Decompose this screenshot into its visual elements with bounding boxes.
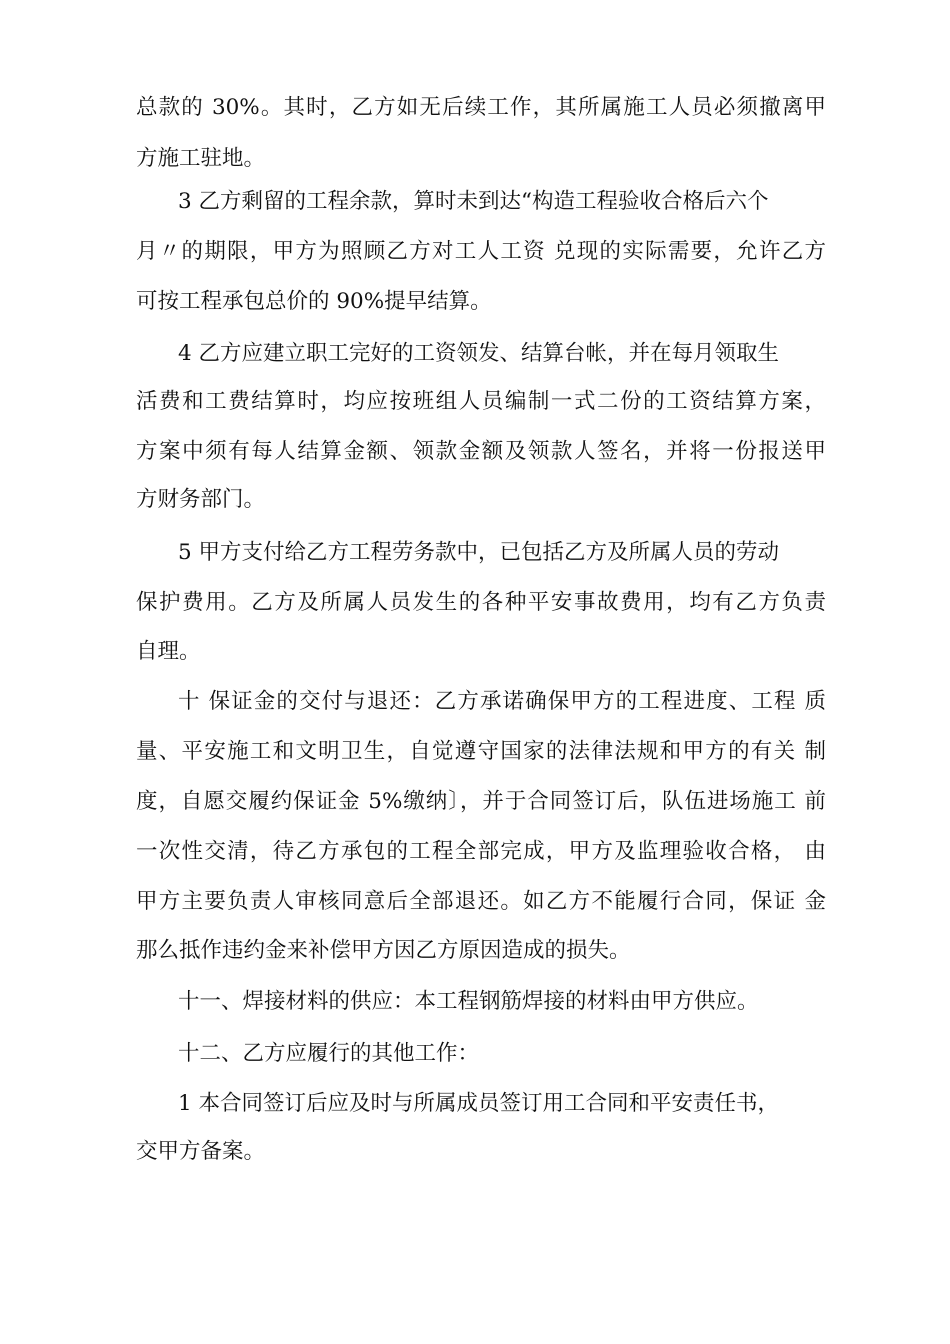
text-line-21: 1 本合同签订后应及时与所属成员签订用工合同和平安责任书， [178, 1091, 780, 1116]
text-line-9: 方财务部门。 [136, 487, 266, 512]
text-line-5: 可按工程承包总价的 90%提早结算。 [136, 289, 492, 314]
text-line-7: 活费和工费结算时，均应按班组人员编制一式二份的工资结算方案， [136, 389, 826, 414]
text-line-18: 那么抵作违约金来补偿甲方因乙方原因造成的损失。 [136, 938, 631, 963]
text-line-13: 十 保证金的交付与退还：乙方承诺确保甲方的工程进度、工程 质 [178, 689, 826, 714]
text-line-17: 甲方主要负责人审核同意后全部退还。如乙方不能履行合同，保证 金 [136, 889, 826, 914]
text-line-8: 方案中须有每人结算金额、领款金额及领款人签名，并将一份报送甲 [136, 439, 826, 464]
text-line-6: 4 乙方应建立职工完好的工资领发、结算台帐，并在每月领取生 [178, 341, 780, 366]
text-line-12: 自理。 [136, 639, 201, 664]
text-line-2: 方施工驻地。 [136, 146, 266, 171]
text-line-16: 一次性交清，待乙方承包的工程全部完成，甲方及监理验收合格， 由 [136, 839, 826, 864]
text-line-20: 十二、乙方应履行的其他工作： [178, 1041, 480, 1066]
text-line-4: 月〃的期限，甲方为照顾乙方对工人工资 兑现的实际需要，允许乙方 [136, 239, 826, 264]
text-line-1: 总款的 30%。其时，乙方如无后续工作，其所属施工人员必须撤离甲 [136, 95, 826, 120]
text-line-19: 十一、焊接材料的供应：本工程钢筋焊接的材料由甲方供应。 [178, 989, 759, 1014]
text-line-3: 3 乙方剩留的工程余款，算时未到达“构造工程验收合格后六个 [178, 189, 769, 214]
text-line-22: 交甲方备案。 [136, 1139, 266, 1164]
text-line-15: 度，自愿交履约保证金 5%缴纳〕，并于合同签订后，队伍进场施工 前 [136, 789, 826, 814]
text-line-14: 量、平安施工和文明卫生，自觉遵守国家的法律法规和甲方的有关 制 [136, 739, 826, 764]
text-line-11: 保护费用。乙方及所属人员发生的各种平安事故费用，均有乙方负责 [136, 590, 826, 615]
text-line-10: 5 甲方支付给乙方工程劳务款中，已包括乙方及所属人员的劳动 [178, 540, 780, 565]
